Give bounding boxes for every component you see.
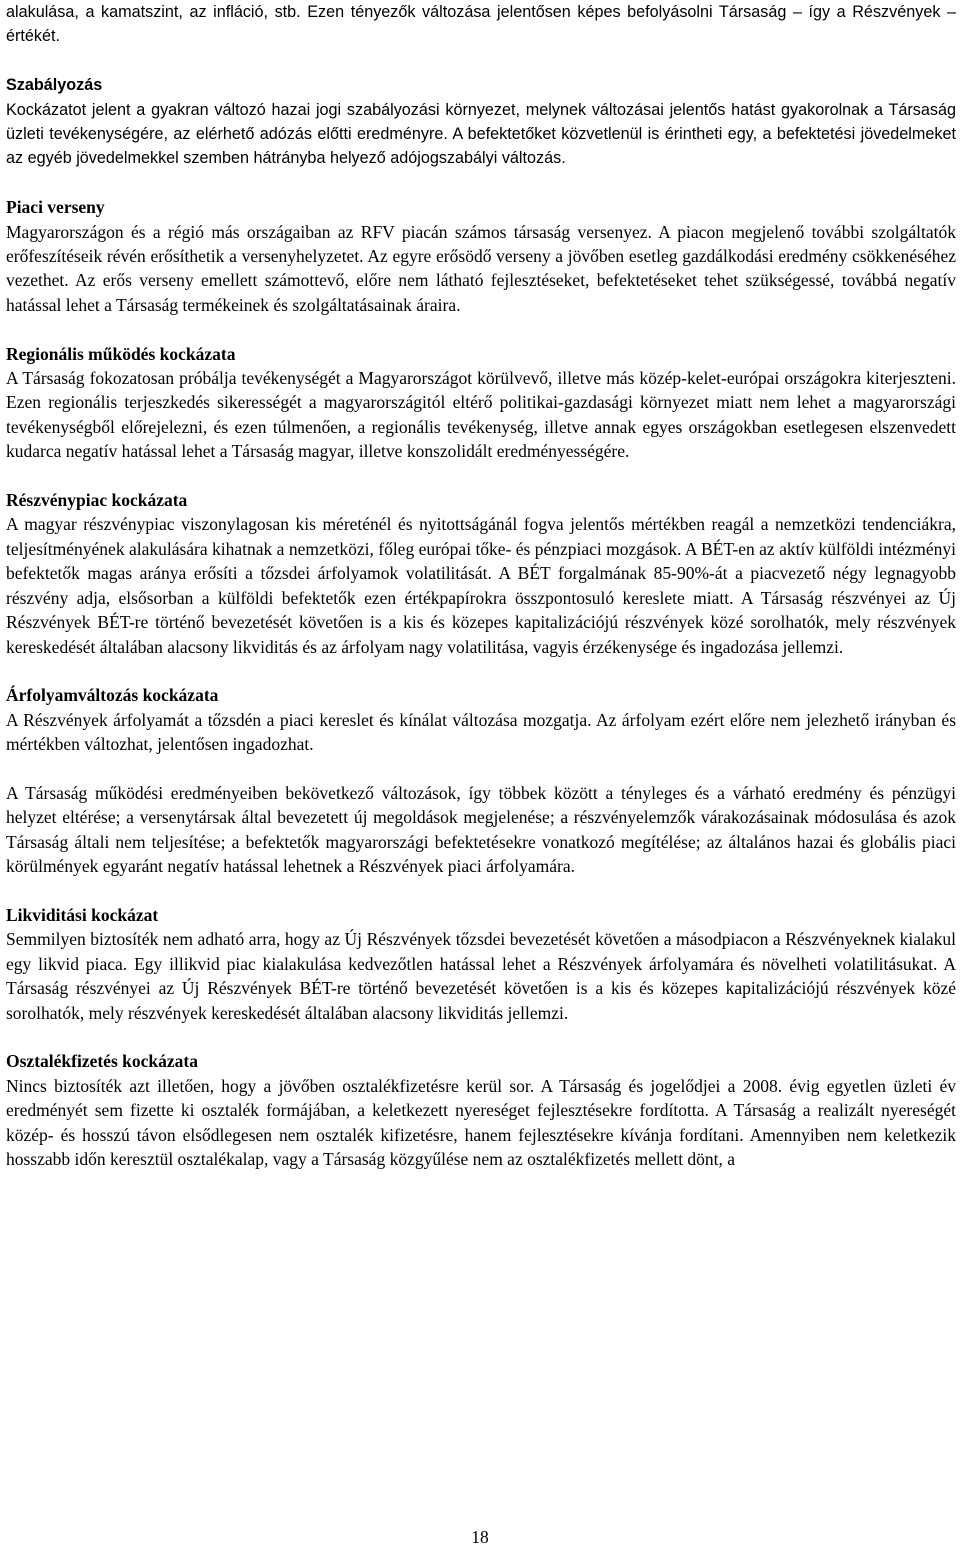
section-paragraph-2: A Társaság működési eredményeiben bekövetkező változások, így többek között a tényleges és a várható eredmény és pénzügyi helyzet eltérése; a versenytársak által bevezetett új megoldások megjelenése; a részvényelemzők várakozásainak módosulása és azok Társaság általi nem teljesítése; a befektetők magyarországi befektetésekre vonatkozó megítélése; az általános hazai és globális piaci körülmények egyaránt negatív hatással lehetnek a Részvények piaci árfolyamára.: [6, 782, 956, 877]
section-regulation: [6, 73, 956, 171]
section-stock-market: [6, 488, 956, 659]
section-paragraph: Semmilyen biztosíték nem adható arra, hogy az Új Részvények tőzsdei bevezetését követően a másodpiacon a Részvényeknek kialakul egy likvid piaca. Egy illikvid piac kialakulása kedvezőtlen hatással lehet a Részvények árfolyamára és növelheti volatilitásukat. A Társaság részvényei az Új Részvények BÉT-re történő bevezetését követően is a kis és közepes kapitalizációjú részvények közé sorolhatók, mely részvények kereskedését általában alacsony likviditás jellemzi.: [6, 929, 956, 1023]
spacer: [6, 659, 956, 683]
spacer: [6, 757, 956, 781]
section-title: Piaci verseny: [6, 197, 105, 218]
section-title: Árfolyamváltozás kockázata: [6, 685, 219, 706]
section-paragraph: Magyarországon és a régió más országaiban az RFV piacán számos társaság versenyez. A piacon megjelenő további szolgáltatók erőfeszítéseik révén erősíthetik a versenyhelyzetet. Az egyre erősödő verseny a jövőben esetleg gazdálkodási eredmény csökkenéséhez vezethet. Az erős verseny emellett számottevő, előre nem látható fejlesztéseket, befektetéseket tehet szükségessé, továbbá negatív hatással lehet a Társaság termékeinek és szolgáltatásainak áraira.: [6, 221, 956, 315]
section-title: Szabályozás: [6, 76, 103, 95]
section-paragraph: A magyar részvénypiac viszonylagosan kis méreténél és nyitottságánál fogva jelentős mértékben reagál a nemzetközi tendenciákra, teljesítményének alakulására kihatnak a nemzetközi, főleg európai tőke- és pénzpiaci mozgások. A BÉT-en az aktív külföldi intézményi befektetők magas aránya erősíti a tőzsdei árfolyamok volatilitását. A BÉT forgalmának 85-90%-át a piacvezető négy legnagyobb részvény adja, elsősorban a külföldi befektetők ezen értékpapírokra összpontosuló kereslete miatt. A Társaság részvényei az Új Részvények BÉT-re történő bevezetését követően is a kis és közepes kapitalizációjú részvények közé sorolhatók, mely részvények kereskedését általában alacsony likviditás és az árfolyam nagy volatilitása, vagyis érzékenysége és ingadozása jellemzi.: [6, 514, 956, 657]
spacer: [6, 171, 956, 195]
section-price-change: [6, 683, 956, 878]
section-title: Részvénypiac kockázata: [6, 490, 188, 511]
section-paragraph: A Részvények árfolyamát a tőzsdén a piaci kereslet és kínálat változása mozgatja. Az árfolyam ezért előre nem jelezhető irányban és mértékben változhat, jelentősen ingadozhat.: [6, 709, 956, 755]
intro-paragraph: alakulása, a kamatszint, az infláció, stb. Ezen tényezők változása jelentősen képes befolyásolni Társaság – így a Részvények – értékét.: [6, 3, 956, 46]
spacer: [6, 1025, 956, 1049]
section-title: Osztalékfizetés kockázata: [6, 1051, 198, 1072]
section-competition: [6, 195, 956, 317]
page-number: 18: [471, 1527, 489, 1547]
section-regional: [6, 342, 956, 464]
section-dividend: [6, 1049, 956, 1171]
document-page: [6, 0, 956, 1171]
section-title: Regionális működés kockázata: [6, 343, 236, 364]
section-liquidity: [6, 903, 956, 1025]
section-paragraph: Kockázatot jelent a gyakran változó hazai jogi szabályozási környezet, melynek változásai jelentős hatást gyakorolnak a Társaság üzleti tevékenységére, az elérhető adózás előtti eredményre. A befektetőket közvetlenül is érintheti egy, a befektetési jövedelmeket az egyéb jövedelmekkel szemben hátrányba helyező adójogszabályi változás.: [6, 100, 956, 168]
section-paragraph: A Társaság fokozatosan próbálja tevékenységét a Magyarországot körülvevő, illetve más közép-kelet-európai országokra kiterjeszteni. Ezen regionális terjeszkedés sikerességét a magyarországitól eltérő politikai-gazdasági környezet miatt nem lehet a magyarországi tevékenységből előrejelezni, és ezen túlmenően, a regionális tevékenység, illetve annak egyes országokban esetlegesen elszenvedett kudarca negatív hatással lehet a Társaság magyar, illetve konszolidált eredményességére.: [6, 368, 956, 462]
spacer: [6, 879, 956, 903]
section-paragraph: Nincs biztosíték azt illetően, hogy a jövőben osztalékfizetésre kerül sor. A Társaság és jogelődjei a 2008. évig egyetlen üzleti év eredményét sem fizette ki osztalék formájában, a keletkezett nyereséget fejlesztésekre fordította. A Társaság a realizált nyereségét közép- és hosszú távon elsődlegesen nem osztalék kifizetésre, hanem fejlesztésekre kívánja fordítani. Amennyiben nem keletkezik hosszabb időn keresztül osztalékalap, vagy a Társaság közgyűlése nem az osztalékfizetés mellett dönt, a: [6, 1075, 956, 1169]
spacer: [6, 464, 956, 488]
spacer: [6, 317, 956, 341]
spacer: [6, 49, 956, 73]
section-title: Likviditási kockázat: [6, 904, 159, 925]
